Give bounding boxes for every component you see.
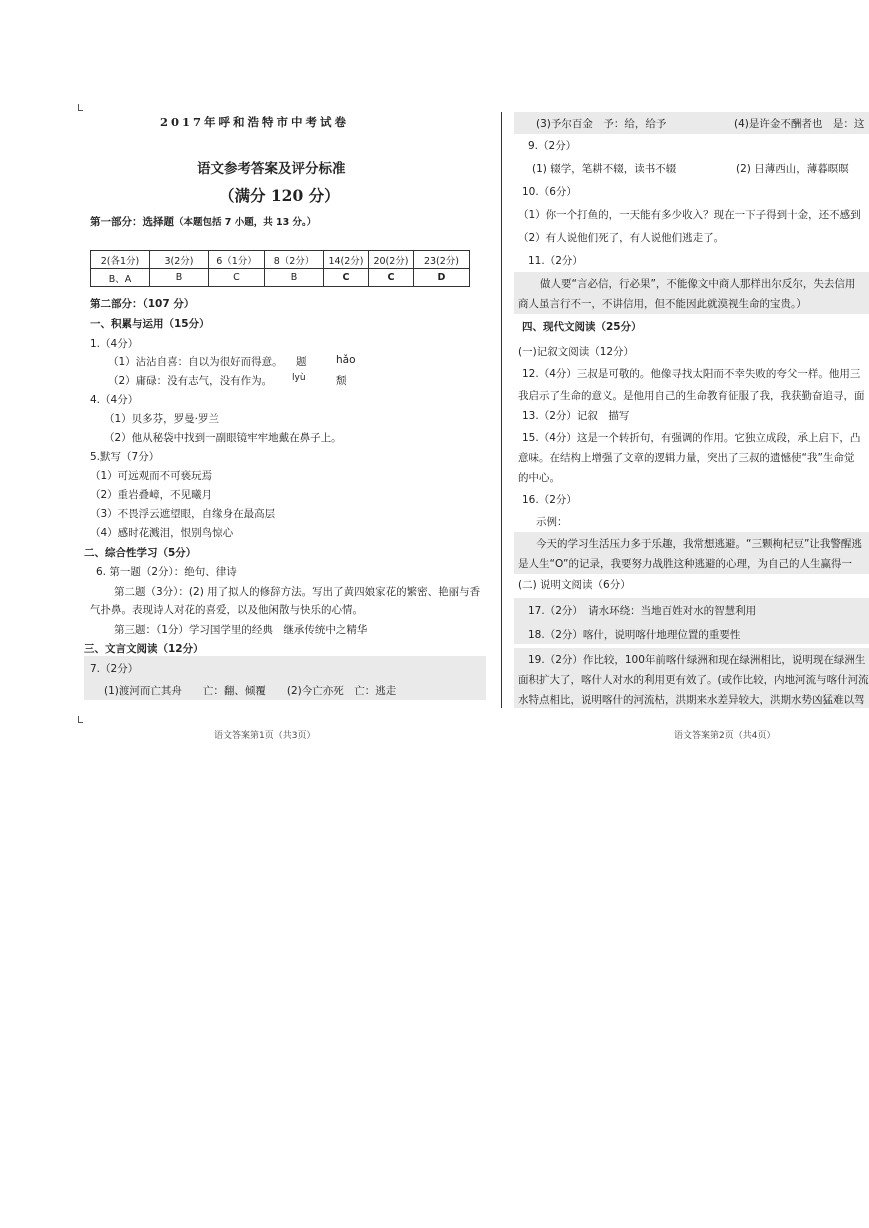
q1-answer-1: （1）沾沾自喜：自以为很好而得意。	[108, 356, 283, 368]
q15-answer-1: 15.（4分）这是一个转折句，有强调的作用。它独立成段，承上启下，凸	[522, 432, 861, 444]
full-score: （满分 120 分）	[219, 186, 340, 205]
q15-answer-3: 的中心。	[518, 472, 560, 484]
q1-answer-2: （2）庸碌：没有志气，没有作为。	[108, 375, 273, 387]
q5-answer-3: （3）不畏浮云遮望眼，自缘身在最高层	[90, 508, 276, 520]
section-3-heading: 三、文言文阅读（12分）	[84, 643, 204, 655]
q6-part2-line1: 第二题（3分）：(2) 用了拟人的修辞方法。写出了黄四娘家花的繁密、艳丽与香	[114, 586, 481, 598]
q1-label: 1.（4分）	[90, 338, 139, 350]
q10-answer-1: （1）你一个打鱼的，一天能有多少收入？现在一下子得到十金，还不感到	[518, 209, 861, 221]
column-divider	[501, 112, 502, 708]
table-cell: 2(各1分)	[91, 251, 150, 269]
q1-pinyin-3: lyù	[292, 373, 306, 383]
table-answer-row	[91, 269, 470, 287]
q16-example-label: 示例：	[536, 516, 568, 528]
q9-answer-1: (1) 辍学，笔耕不辍，读书不辍	[532, 163, 677, 175]
section-2-heading: 二、综合性学习（5分）	[84, 547, 197, 559]
q13-answer: 13.（2分）记叙 描写	[522, 410, 630, 422]
part1-heading-line	[90, 214, 316, 229]
table-cell: C	[324, 269, 369, 287]
q1-pinyin-1: 题	[296, 356, 307, 368]
table-header-row	[91, 251, 470, 269]
q17-answer: 17.（2分） 请水环绕：当地百姓对水的智慧利用	[528, 605, 757, 617]
table-cell: D	[414, 269, 470, 287]
part1-heading: 第一部分：选择题	[90, 216, 174, 228]
subsection-expository-heading: (二) 说明文阅读（6分）	[518, 579, 631, 591]
exam-title: 2017年呼和浩特市中考试卷	[160, 115, 350, 129]
table-cell: 14(2分)	[324, 251, 369, 269]
corner-mark-top	[78, 104, 83, 111]
left-page-footer: 语文答案第1页（共3页）	[214, 731, 316, 741]
corner-mark-bottom	[78, 716, 83, 723]
q12-answer-2: 我启示了生命的意义。是他用自己的生命教育征服了我，我获勤奋追寻，面	[518, 390, 865, 402]
table-cell: B、A	[91, 269, 150, 287]
q16-answer-1: 今天的学习生活压力多于乐趣，我常想逃避。“三颗枸杞豆”让我警醒逃	[536, 538, 862, 550]
q7-answer: (1)渡河而亡其舟 亡：翻、倾覆 (2)今亡亦死 亡：逃走	[104, 685, 397, 697]
q10-label: 10.（6分）	[522, 186, 577, 198]
table-cell: 6（1分）	[209, 251, 265, 269]
q19-answer-2: 面积扩大了，喀什人对水的利用更有效了。(或作比较，内地河流与喀什河流	[518, 674, 869, 686]
q8-answer-4: (4)是许金不酬者也 是：这	[734, 118, 865, 130]
choice-answer-table	[90, 250, 470, 287]
q12-answer-1: 12.（4分）三叔是可敬的。他像寻找太阳而不幸失败的夸父一样。他用三	[522, 368, 861, 380]
table-cell: C	[209, 269, 265, 287]
q4-answer-2: （2）他从秘袋中找到一副眼镜牢牢地戴在鼻子上。	[104, 432, 342, 444]
q11-label: 11.（2分）	[528, 255, 583, 267]
q8-answer-3: (3)予尔百金 予：给，给予	[536, 118, 667, 130]
q15-answer-2: 意味。在结构上增强了文章的逻辑力量，突出了三叔的遗憾使“我”生命觉	[518, 452, 855, 464]
q4-label: 4.（4分）	[90, 394, 139, 406]
q6-part3: 第三题：（1分）学习国学里的经典 继承传统中之精华	[114, 624, 368, 636]
part1-note: （本题包括 7 小题，共 13 分。）	[174, 217, 317, 228]
right-page-footer: 语文答案第2页（共4页）	[674, 731, 776, 741]
q5-answer-1: （1）可远观而不可亵玩焉	[90, 470, 213, 482]
section-1-heading: 一、积累与运用（15分）	[90, 318, 210, 330]
q10-answer-2: （2）有人说他们死了，有人说他们逃走了。	[518, 232, 725, 244]
q4-answer-1: （1）贝多芬，罗曼·罗兰	[104, 413, 220, 425]
q6-part1: 6. 第一题（2分）：绝句、律诗	[96, 566, 237, 578]
table-cell: B	[150, 269, 209, 287]
table-cell: B	[265, 269, 324, 287]
q1-pinyin-2: hǎo	[336, 354, 356, 366]
subsection-narrative-heading: (一)记叙文阅读（12分）	[518, 346, 635, 358]
q9-answer-2: (2) 日薄西山，薄暮暝暝	[736, 163, 849, 175]
q9-label: 9.（2分）	[528, 140, 577, 152]
q5-answer-4: （4）感时花溅泪，恨别鸟惊心	[90, 527, 234, 539]
q19-answer-3: 水特点相比，说明喀什的河流枯，洪期来水差异较大，洪期水势凶猛难以驾	[518, 694, 865, 706]
answer-key-title: 语文参考答案及评分标准	[197, 161, 346, 177]
table-cell: 20(2分)	[369, 251, 414, 269]
q6-part2-line2: 气扑鼻。表现诗人对花的喜爱，以及他闲散与快乐的心情。	[90, 604, 363, 616]
q1-pinyin-4: 颓	[336, 375, 347, 387]
q5-answer-2: （2）重岩叠嶂，不见曦月	[90, 489, 213, 501]
q7-label: 7.（2分）	[90, 663, 139, 675]
table-cell: C	[369, 269, 414, 287]
q18-answer: 18.（2分）喀什，说明喀什地理位置的重要性	[528, 629, 741, 641]
table-cell: 8（2分）	[265, 251, 324, 269]
part2-heading: 第二部分：（107 分）	[90, 298, 195, 310]
q16-answer-2: 是人生“O”的记录，我要努力战胜这种逃避的心理，为自己的人生赢得一	[518, 558, 852, 570]
table-cell: 3(2分)	[150, 251, 209, 269]
q16-label: 16.（2分）	[522, 494, 577, 506]
table-cell: 23(2分)	[414, 251, 470, 269]
q19-answer-1: 19.（2分）作比较，100年前喀什绿洲和现在绿洲相比，说明现在绿洲生	[528, 654, 866, 666]
q5-label: 5.默写（7分）	[90, 451, 160, 463]
q11-answer-2: 商人虽言行不一，不讲信用，但不能因此就漠视生命的宝贵。）	[518, 298, 807, 310]
q11-answer-1: 做人要“言必信，行必果”，不能像文中商人那样出尔反尔，失去信用	[540, 278, 856, 290]
section-4-heading: 四、现代文阅读（25分）	[522, 321, 642, 333]
